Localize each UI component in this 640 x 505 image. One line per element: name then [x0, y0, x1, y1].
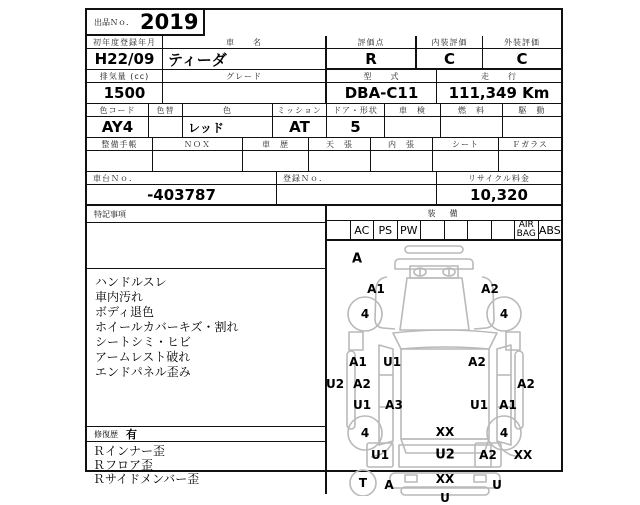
damage-code: U	[440, 491, 450, 505]
header-grade-point: 評価点	[327, 36, 417, 49]
header-drive: 駆 動	[503, 104, 561, 117]
header-fuel: 燃 料	[441, 104, 503, 117]
header-model-code: 型 式	[327, 70, 437, 83]
equipment-cell-ac[interactable]: AC	[351, 221, 375, 239]
lot-number-value: 2019	[140, 9, 199, 34]
value-car-history	[243, 151, 309, 172]
repair-item: Ｒフロア歪	[93, 458, 154, 472]
header-maintenance-book: 整備手帳	[87, 138, 153, 151]
header-grade: グレード	[163, 70, 327, 83]
damage-code: A1	[499, 398, 517, 412]
value-roof-lining	[309, 151, 371, 172]
value-model-code: DBA-C11	[327, 83, 437, 104]
equipment-cell-blank-3[interactable]	[445, 221, 469, 239]
notes-item-list	[87, 269, 325, 426]
damage-code: U1	[469, 398, 489, 412]
front-lip-spoiler	[405, 246, 463, 253]
value-color-change	[149, 117, 183, 138]
right-front-wheelarch	[506, 332, 520, 350]
auction-inspection-sheet	[85, 8, 563, 505]
row-condition-values	[87, 151, 561, 172]
equipment-checkbox-row	[327, 221, 561, 241]
value-displacement: 1500	[87, 83, 163, 104]
header-interior-lining: 内 張	[371, 138, 433, 151]
value-grade	[163, 83, 327, 104]
header-displacement: 排気量 (cc)	[87, 70, 163, 83]
lower-section	[87, 206, 561, 505]
equipment-cell-airbag[interactable]	[515, 221, 539, 239]
lot-number-label: 出品Ｎｏ．	[94, 17, 134, 27]
left-rear-reflector	[405, 475, 417, 482]
value-chassis-no: -403787	[87, 185, 277, 206]
equipment-cell-blank-4[interactable]	[468, 221, 492, 239]
left-front-wheelarch	[349, 332, 363, 350]
notes-header: 特記事項	[87, 206, 325, 223]
row-registration-values	[87, 49, 561, 70]
damage-code: A2	[468, 355, 486, 369]
header-color-change: 色替	[149, 104, 183, 117]
header-door-shape: ドア・形状	[327, 104, 385, 117]
damage-code: A1	[349, 355, 367, 369]
equipment-title: 装 備	[327, 206, 561, 221]
value-interior-grade: C	[417, 49, 483, 70]
damage-code: XX	[513, 448, 533, 462]
vehicle-damage-diagram	[325, 241, 561, 505]
header-interior-grade: 内装評価	[417, 36, 483, 49]
damage-code: T	[358, 476, 368, 490]
equipment-cell-blank-2[interactable]	[421, 221, 445, 239]
header-shaken: 車 検	[385, 104, 441, 117]
damage-code: A	[384, 478, 394, 492]
header-car-name: 車 名	[163, 36, 327, 49]
header-recycle-fee: リサイクル料金	[437, 172, 561, 185]
damage-code: A3	[385, 398, 403, 412]
header-car-history: 車 歴	[243, 138, 309, 151]
damage-code: XX	[435, 425, 455, 439]
header-color-code: 色コード	[87, 104, 149, 117]
note-item: ボディ退色	[95, 305, 155, 319]
equipment-cell-pw[interactable]: PW	[398, 221, 422, 239]
airbag-line-2: BAG	[516, 229, 536, 239]
value-maintenance-book	[87, 151, 153, 172]
row-chassis-headers	[87, 172, 561, 185]
value-mileage: 111,349 Km	[437, 83, 561, 104]
row-color-headers	[87, 104, 561, 117]
value-color-code: AY4	[87, 117, 149, 138]
header-mileage: 走 行	[437, 70, 561, 83]
header-first-registration: 初年度登録年月	[87, 36, 163, 49]
hood	[400, 278, 469, 330]
damage-code: A1	[367, 282, 385, 296]
damage-code: 4	[360, 307, 370, 321]
value-exterior-grade: C	[483, 49, 561, 70]
front-bumper	[395, 259, 473, 269]
damage-code: XX	[435, 472, 455, 486]
damage-code: 4	[499, 307, 509, 321]
damage-code: U	[492, 478, 502, 492]
value-color: レッド	[183, 117, 273, 138]
repair-item: Ｒサイドメンバー歪	[93, 472, 200, 486]
header-seat: シート	[433, 138, 499, 151]
damage-code: 4	[360, 426, 370, 440]
header-front-glass: Ｆガラス	[499, 138, 561, 151]
diagram-panel	[325, 206, 561, 505]
value-door-shape: 5	[327, 117, 385, 138]
header-registration-no: 登録Ｎｏ．	[277, 172, 437, 185]
right-rear-reflector	[474, 475, 486, 482]
equipment-cell-abs[interactable]: ABS	[538, 223, 561, 237]
header-chassis-no: 車台Ｎｏ．	[87, 172, 277, 185]
note-item: ハンドルスレ	[95, 275, 167, 289]
repair-history-label: 修復歴	[94, 429, 118, 439]
repair-item-list	[87, 442, 325, 494]
value-registration-no	[277, 185, 437, 206]
row-engine-headers	[87, 70, 561, 83]
damage-code: A	[351, 251, 363, 267]
row-condition-headers	[87, 138, 561, 151]
value-interior-lining	[371, 151, 433, 172]
notes-panel	[87, 206, 327, 494]
note-item: アームレスト破れ	[95, 350, 191, 364]
header-color: 色	[183, 104, 273, 117]
equipment-cell-blank-5[interactable]	[492, 221, 516, 239]
value-recycle-fee: 10,320	[437, 185, 561, 206]
value-car-name: ティーダ	[163, 49, 327, 70]
header-nox: ＮＯＸ	[153, 138, 243, 151]
repair-history-flag: 有	[126, 428, 137, 441]
damage-code: U2	[325, 377, 345, 391]
value-mission: AT	[273, 117, 327, 138]
value-nox	[153, 151, 243, 172]
header-roof-lining: 天 張	[309, 138, 371, 151]
damage-code: U1	[352, 398, 372, 412]
damage-code: 4	[499, 426, 509, 440]
row-chassis-values	[87, 185, 561, 206]
damage-code: U1	[382, 355, 402, 369]
damage-code: A2	[481, 282, 499, 296]
damage-code: A2	[517, 377, 535, 391]
value-grade-point: R	[327, 49, 417, 70]
value-shaken	[385, 117, 441, 138]
repair-history-panel	[87, 426, 325, 494]
equipment-cell-ps[interactable]: PS	[374, 221, 398, 239]
value-fuel	[441, 117, 503, 138]
value-first-registration: H22/09	[87, 49, 163, 70]
row-color-values	[87, 117, 561, 138]
repair-history-header	[87, 427, 325, 442]
note-item: シートシミ・ヒビ	[95, 335, 192, 349]
note-item: エンドパネル歪み	[95, 365, 191, 379]
sheet-body	[87, 36, 561, 505]
note-item: ホイールカバーキズ・割れ	[95, 320, 239, 334]
header-mission: ミッション	[273, 104, 327, 117]
header-exterior-grade: 外装評価	[483, 36, 561, 49]
windshield	[393, 330, 497, 349]
damage-code: A2	[479, 448, 497, 462]
note-item: 車内汚れ	[95, 290, 144, 304]
damage-code: U2	[435, 447, 455, 463]
airbag-line-1: AIR	[518, 220, 534, 230]
lot-number-box	[85, 8, 205, 36]
repair-item: Ｒインナー歪	[93, 444, 166, 458]
value-front-glass	[499, 151, 561, 172]
value-drive	[503, 117, 561, 138]
notes-free-area	[87, 223, 325, 269]
value-seat	[433, 151, 499, 172]
equipment-cell-blank-1[interactable]	[327, 221, 351, 239]
damage-code: U1	[370, 448, 390, 462]
row-registration-headers	[87, 36, 561, 49]
row-engine-values	[87, 83, 561, 104]
damage-code: A2	[353, 377, 371, 391]
